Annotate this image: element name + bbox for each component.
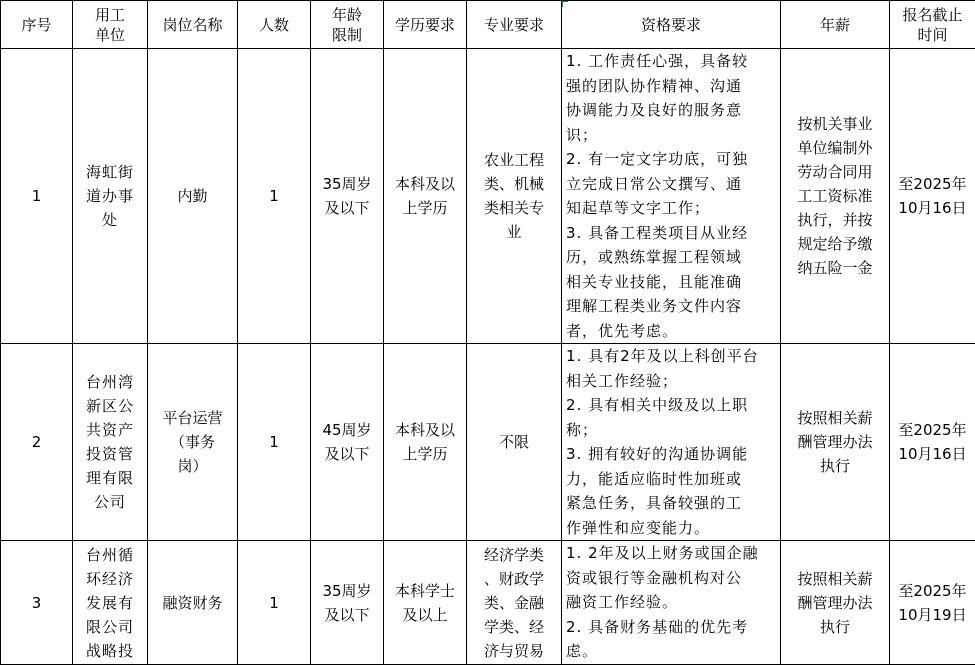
cell-no: 1	[1, 49, 73, 344]
cell-major-line: 类、机械	[470, 172, 558, 196]
cell-salary-line: 执行	[784, 454, 886, 478]
cell-major-line: 业	[470, 220, 558, 244]
cell-education	[384, 49, 467, 344]
cell-position-line: 平台运营	[151, 406, 234, 430]
cell-education	[384, 344, 467, 541]
cell-deadline	[890, 541, 975, 665]
cell-salary-line: 规定给予缴	[784, 232, 886, 256]
cell-age	[311, 344, 384, 541]
cell-salary-line: 纳五险一金	[784, 256, 886, 280]
cell-age-line: 及以下	[314, 442, 380, 466]
cell-salary-line: 按照相关薪	[784, 406, 886, 430]
cell-unit-line: 道办事	[76, 184, 144, 208]
cell-salary-line: 酬管理办法	[784, 430, 886, 454]
cell-qualification-line: 立完成日常公文撰写、通	[566, 172, 776, 197]
cell-qualification-line: 理解工程类业务文件内容	[566, 294, 776, 319]
cell-unit-line: 限公司	[76, 615, 144, 639]
cell-count: 1	[238, 344, 311, 541]
cell-deadline-line: 10月19日	[893, 603, 972, 627]
cell-age-line: 45周岁	[314, 418, 380, 442]
cell-count: 1	[238, 49, 311, 344]
cell-qualification-line: 3. 拥有较好的沟通协调能	[566, 442, 776, 467]
cell-salary-line: 按照相关薪	[784, 567, 886, 591]
cell-position-line: 融资财务	[151, 591, 234, 615]
cell-position-line: （事务	[151, 430, 234, 454]
cell-qualification-line: 1. 2年及以上财务或国企融	[566, 541, 776, 566]
cell-deadline-line: 10月16日	[893, 442, 972, 466]
cell-salary-line: 单位编制外	[784, 136, 886, 160]
cell-unit-line: 台州湾	[76, 370, 144, 394]
cell-qualification-line: 3. 具备工程类项目从业经	[566, 221, 776, 246]
cell-qualification-line: 相关专业技能，且能准确	[566, 270, 776, 295]
cell-education	[384, 541, 467, 665]
table-row	[1, 541, 975, 665]
cell-qualification-line: 2. 具备财务基础的优先考	[566, 615, 776, 640]
cell-unit	[73, 49, 148, 344]
cell-unit-line: 投资管	[76, 442, 144, 466]
cell-deadline-line: 至2025年	[893, 418, 972, 442]
header-age	[311, 1, 384, 49]
cell-qualification-line: 称；	[566, 418, 776, 443]
cell-education-line: 及以上	[387, 603, 463, 627]
cell-age-line: 及以下	[314, 603, 380, 627]
cell-age	[311, 541, 384, 665]
header-position: 岗位名称	[148, 1, 238, 49]
cell-qualification	[562, 49, 781, 344]
cell-qualification-line: 1. 工作责任心强，具备较	[566, 49, 776, 74]
cell-unit-line: 战略投	[76, 639, 144, 663]
cell-salary-line: 执行，并按	[784, 208, 886, 232]
cell-qualification-line: 2. 有一定文字功底，可独	[566, 147, 776, 172]
cell-unit-line: 台州循	[76, 543, 144, 567]
cell-deadline	[890, 49, 975, 344]
cell-qualification-line: 相关工作经验；	[566, 369, 776, 394]
cell-major	[467, 344, 562, 541]
cell-salary-line: 劳动合同用	[784, 160, 886, 184]
cell-major-line: 学类、经	[470, 615, 558, 639]
cell-age-line: 及以下	[314, 196, 380, 220]
cell-major	[467, 49, 562, 344]
header-major: 专业要求	[467, 1, 562, 49]
cell-position-line: 内勤	[151, 184, 234, 208]
cell-qualification-line: 2. 具有相关中级及以上职	[566, 393, 776, 418]
cell-position	[148, 49, 238, 344]
cell-major	[467, 541, 562, 665]
cell-unit-line: 海虹街	[76, 160, 144, 184]
cell-salary	[781, 541, 890, 665]
cell-unit-line: 处	[76, 208, 144, 232]
cell-position	[148, 344, 238, 541]
cell-qualification-line: 者，优先考虑。	[566, 319, 776, 344]
cell-major-line: 不限	[470, 430, 558, 454]
cell-qualification-line: 识；	[566, 123, 776, 148]
cell-qualification-line: 历，或熟练掌握工程领域	[566, 245, 776, 270]
cell-education-line: 上学历	[387, 196, 463, 220]
cell-qualification-line: 协调能力及良好的服务意	[566, 98, 776, 123]
cell-qualification-line: 作弹性和应变能力。	[566, 516, 776, 541]
cell-unit-line: 新区公	[76, 394, 144, 418]
cell-education-line: 本科及以	[387, 172, 463, 196]
cell-major-line: 农业工程	[470, 148, 558, 172]
header-unit-line: 单位	[76, 25, 144, 45]
header-no: 序号	[1, 1, 73, 49]
cell-position-line: 岗）	[151, 454, 234, 478]
cell-unit	[73, 344, 148, 541]
cell-salary	[781, 344, 890, 541]
cell-unit-line: 发展有	[76, 591, 144, 615]
header-unit-line: 用工	[76, 5, 144, 25]
table-row	[1, 344, 975, 541]
cell-unit-line: 环经济	[76, 567, 144, 591]
cell-qualification-line: 1. 具有2年及以上科创平台	[566, 344, 776, 369]
cell-qualification-line: 紧急任务，具备较强的工	[566, 491, 776, 516]
cell-unit-line: 共资产	[76, 418, 144, 442]
table-row	[1, 49, 975, 344]
cell-education-line: 上学历	[387, 442, 463, 466]
header-age-line: 年龄	[314, 5, 380, 25]
cell-qualification-line: 力，能适应临时性加班或	[566, 467, 776, 492]
cell-unit-line: 理有限	[76, 466, 144, 490]
header-unit	[73, 1, 148, 49]
cell-no: 3	[1, 541, 73, 665]
cell-major-line: 类、金融	[470, 591, 558, 615]
cell-salary-line: 酬管理办法	[784, 591, 886, 615]
header-deadline	[890, 1, 975, 49]
cell-qualification-line: 强的团队协作精神、沟通	[566, 74, 776, 99]
header-deadline-line: 时间	[893, 25, 972, 45]
table-body	[1, 49, 975, 665]
cell-deadline-line: 至2025年	[893, 172, 972, 196]
header-deadline-line: 报名截止	[893, 5, 972, 25]
cell-qualification	[562, 541, 781, 665]
cell-deadline-line: 10月16日	[893, 196, 972, 220]
cell-age	[311, 49, 384, 344]
cell-no: 2	[1, 344, 73, 541]
cell-salary-line: 按机关事业	[784, 112, 886, 136]
header-salary: 年薪	[781, 1, 890, 49]
cell-education-line: 本科学士	[387, 579, 463, 603]
cell-education-line: 本科及以	[387, 418, 463, 442]
cell-salary	[781, 49, 890, 344]
cell-unit-line: 公司	[76, 490, 144, 514]
cell-position	[148, 541, 238, 665]
cell-qualification-line: 知起草等文字工作；	[566, 196, 776, 221]
header-count: 人数	[238, 1, 311, 49]
cell-qualification	[562, 344, 781, 541]
header-row	[1, 1, 975, 49]
header-qualification: 资格要求	[562, 1, 781, 49]
header-education: 学历要求	[384, 1, 467, 49]
cell-salary-line: 工工资标准	[784, 184, 886, 208]
cell-age-line: 35周岁	[314, 172, 380, 196]
cell-qualification-line: 资或银行等金融机构对公	[566, 566, 776, 591]
cell-major-line: 济与贸易	[470, 639, 558, 663]
cell-age-line: 35周岁	[314, 579, 380, 603]
cell-major-line: 类相关专	[470, 196, 558, 220]
cell-qualification-line: 融资工作经验。	[566, 590, 776, 615]
cell-count: 1	[238, 541, 311, 665]
cell-unit	[73, 541, 148, 665]
cell-major-line: 经济学类	[470, 543, 558, 567]
cell-major-line: 、财政学	[470, 567, 558, 591]
cell-qualification-line: 虑。	[566, 639, 776, 664]
cell-salary-line: 执行	[784, 615, 886, 639]
cell-deadline-line: 至2025年	[893, 579, 972, 603]
header-age-line: 限制	[314, 25, 380, 45]
cell-deadline	[890, 344, 975, 541]
